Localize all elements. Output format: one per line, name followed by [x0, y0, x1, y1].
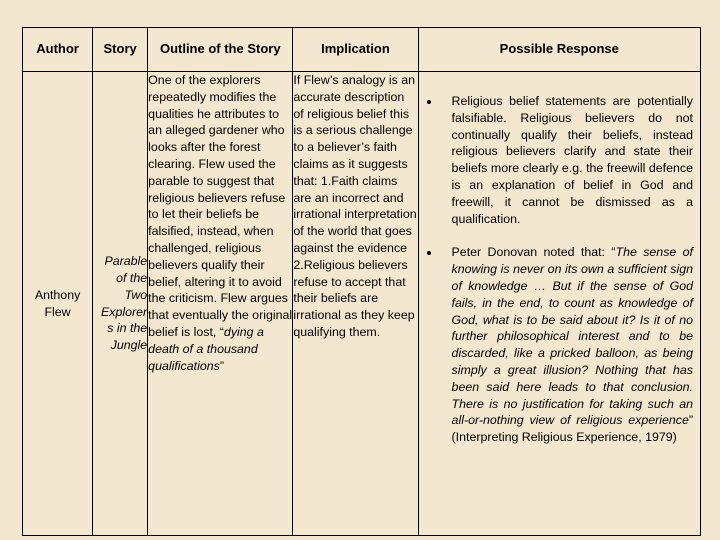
implication-cell: If Flew’s analogy is an accurate description of religious belief this is a serious challenge to a believer’s faith claims as it suggests that: 1.Faith claims are an incorrect and irrational interpretation of the world that goes against the evidence 2.Religious believers refuse to accept that their beliefs are irrational as they keep qualifying them. [293, 72, 418, 536]
response-quote: The sense of knowing is never on its own a sufficient sign of knowledge … But if the sense of God fails, in the end, to count as knowledge of God, what is to be said about it? Is it of no further philosophical interest and to be discarded, like a pricked balloon, as being simply a great illusion? Nothing that has been said here leads to that conclusion. There is no justification for taking such an all-or-nothing view of religious experience [451, 245, 693, 428]
response-cell [418, 72, 700, 536]
bullet-icon [427, 100, 431, 104]
comparison-table [22, 27, 701, 536]
response-text: Religious belief statements are potentially falsifiable. Religious believers do not continually qualify their beliefs, instead religious believers clarify and state their beliefs more clearly e.g. the freewill defence is an explanation of belief in God and freewill, it cannot be dismissed as a qualification. [451, 94, 693, 226]
header-author: Author [23, 28, 93, 72]
header-story: Story [93, 28, 148, 72]
header-response: Possible Response [418, 28, 700, 72]
outline-text: One of the explorers repeatedly modifies the qualities he attributes to an alleged gardener who looks after the forest clearing. Flew used the parable to suggest that religious believers refuse to let their beliefs be falsified, instead, when challenged, religious believers qualify their belief, altering it to avoid the criticism. Flew argues that eventually the original belief is lost, “ [148, 73, 293, 339]
story-cell: Parable of the Two Explorer s in the Jungle [93, 72, 148, 536]
header-row [23, 28, 701, 72]
table-row [23, 72, 701, 536]
header-outline: Outline of the Story [148, 28, 293, 72]
response-citation: ” (Interpreting Religious Experience, 1979) [451, 413, 693, 445]
response-item [419, 244, 700, 446]
outline-quote: dying a death of a thousand qualifications [148, 324, 264, 373]
response-item [419, 93, 700, 227]
header-implication: Implication [293, 28, 418, 72]
response-lead: Peter Donovan noted that: “ [451, 245, 616, 260]
bullet-icon [427, 251, 431, 255]
outline-cell [148, 72, 293, 536]
outline-quote-close: ” [219, 358, 224, 373]
author-cell: Anthony Flew [23, 72, 93, 536]
